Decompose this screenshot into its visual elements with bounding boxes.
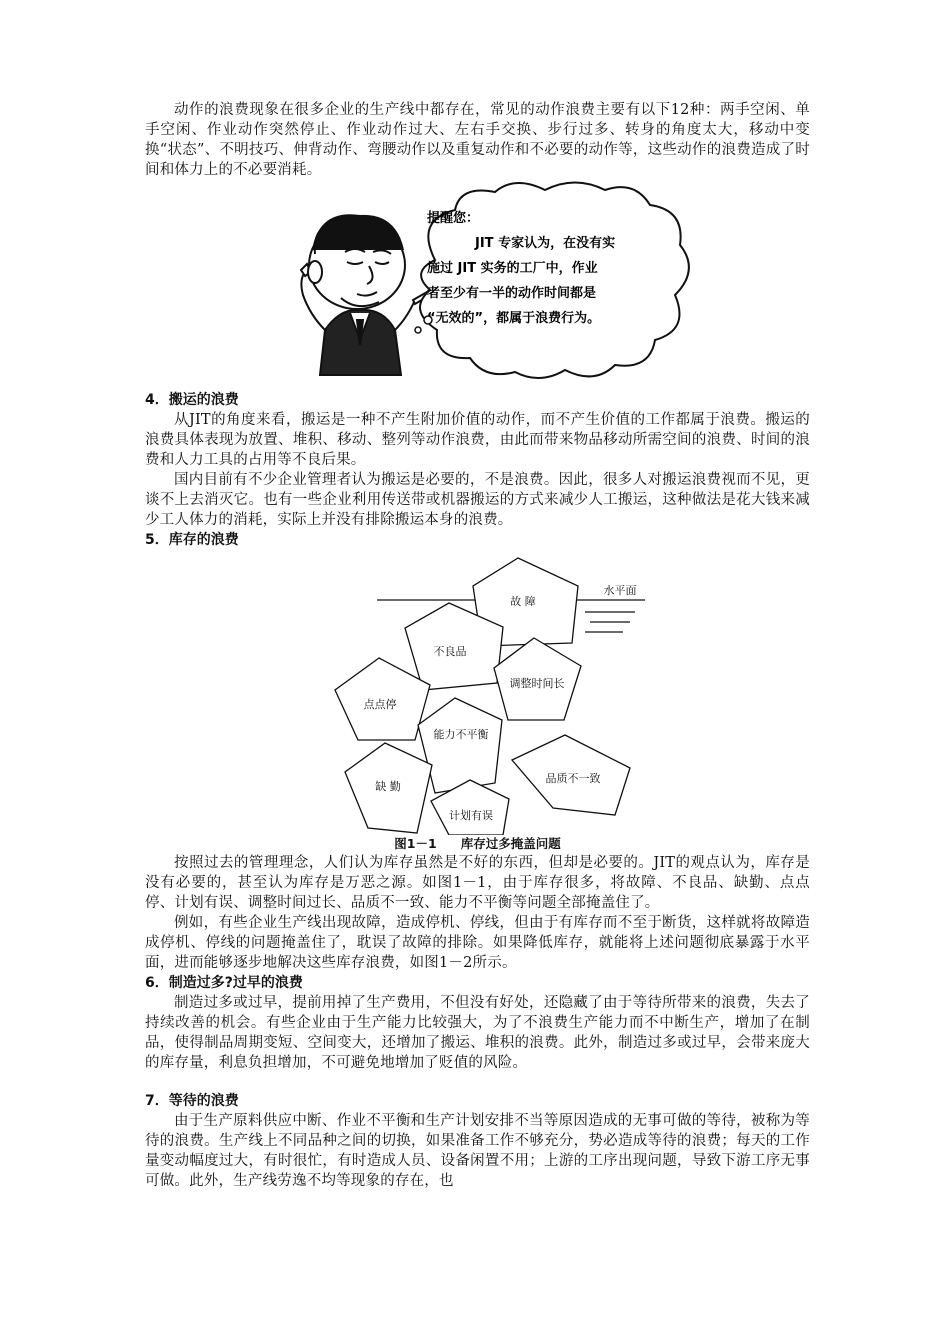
label-stop: 点点停 xyxy=(363,698,397,711)
label-fault: 故 障 xyxy=(510,595,536,608)
label-capacity: 能力不平衡 xyxy=(433,728,489,741)
spacer xyxy=(145,1073,810,1091)
document-page xyxy=(145,100,810,1191)
reminder-line-1: JIT 专家认为，在没有实 xyxy=(475,236,616,251)
figure-caption xyxy=(145,835,810,853)
inventory-figure xyxy=(145,550,810,835)
label-absence: 缺 勤 xyxy=(375,780,401,793)
reminder-title: 提醒您： xyxy=(427,211,480,226)
label-defect: 不良品 xyxy=(433,645,467,658)
reminder-line-4: “无效的”，都属于浪费行为。 xyxy=(427,311,601,326)
inventory-diagram xyxy=(145,550,810,835)
section-4-paragraph-2: 国内目前有不少企业管理者认为搬运是必要的，不是浪费。因此，很多人对搬运浪费视而不见，更谈不上去消灭它。也有一些企业利用传送带或机器搬运的方式来减少人工搬运，这种做法是花大钱来减少工人体力的消耗，实际上并没有排除搬运本身的浪费。 xyxy=(145,472,810,528)
section-7-heading: 7．等待的浪费 xyxy=(145,1093,239,1109)
reminder-figure xyxy=(145,180,810,390)
section-7-paragraph-1: 由于生产原料供应中断、作业不平衡和生产计划安排不当等原因造成的无事可做的等待，被称为等待的浪费。生产线上不同品种之间的切换，如果准备工作不够充分，势必造成等待的浪费；每天的工作量变动幅度过大，有时很忙，有时造成人员、设备闲置不用；上游的工序出现问题，导致下游工序无事可做。此外，生产线劳逸不均等现象的存在，也 xyxy=(145,1113,810,1189)
label-quality: 品质不一致 xyxy=(545,772,601,785)
section-5-paragraph-1: 按照过去的管理理念，人们认为库存虽然是不好的东西，但却是必要的。JIT的观点认为，库存是没有必要的，甚至认为库存是万恶之源。如图1－1，由于库存很多，将故障、不良品、缺勤、点点停、计划有误、调整时间过长、品质不一致、能力不平衡等问题全部掩盖住了。 xyxy=(145,855,810,911)
label-plan: 计划有误 xyxy=(449,809,493,822)
figure-title: 库存过多掩盖问题 xyxy=(460,836,561,851)
section-6-paragraph-1: 制造过多或过早，提前用掉了生产费用，不但没有好处，还隐藏了由于等待所带来的浪费，失去了持续改善的机会。有些企业由于生产能力比较强大，为了不浪费生产能力而不中断生产，增加了在制品，使得制品周期变短、空间变大，还增加了搬运、堆积的浪费。此外，制造过多或过早，会带来庞大的库存量，利息负担增加，不可避免地增加了贬值的风险。 xyxy=(145,995,810,1071)
reminder-line-2: 施过 JIT 实务的工厂中，作业 xyxy=(427,261,598,276)
water-level-label: 水平面 xyxy=(603,584,637,597)
reminder-illustration xyxy=(145,180,810,390)
pentagon-capacity xyxy=(418,698,502,793)
intro-paragraph: 动作的浪费现象在很多企业的生产线中都存在，常见的动作浪费主要有以下12种：两手空闲、单手空闲、作业动作突然停止、作业动作过大、左右手交换、步行过多、转身的角度太大，移动中变换“状态”、不明技巧、伸背动作、弯腰动作以及重复动作和不必要的动作等，这些动作的浪费造成了时间和体力上的不必要消耗。 xyxy=(145,102,810,178)
section-4-paragraph-1: 从JIT的角度来看，搬运是一种不产生附加价值的动作，而不产生价值的工作都属于浪费。搬运的浪费具体表现为放置、堆积、移动、整列等动作浪费，由此而带来物品移动所需空间的浪费、时间的浪费和人力工具的占用等不良后果。 xyxy=(145,412,810,468)
label-adjust: 调整时间长 xyxy=(509,677,565,690)
reminder-line-3: 者至少有一半的动作时间都是 xyxy=(427,286,597,301)
section-5-paragraph-2: 例如，有些企业生产线出现故障，造成停机、停线，但由于有库存而不至于断货，这样就将故障造成停机、停线的问题掩盖住了，耽误了故障的排除。如果降低库存，就能将上述问题彻底暴露于水平面，进而能够逐步地解决这些库存浪费，如图1－2所示。 xyxy=(145,915,810,971)
figure-number: 图1－1 xyxy=(394,836,437,851)
section-6-heading: 6．制造过多?过早的浪费 xyxy=(145,975,303,991)
section-5-heading: 5．库存的浪费 xyxy=(145,532,239,548)
section-4-heading: 4．搬运的浪费 xyxy=(145,392,239,408)
cartoon-man-icon xyxy=(301,215,427,375)
